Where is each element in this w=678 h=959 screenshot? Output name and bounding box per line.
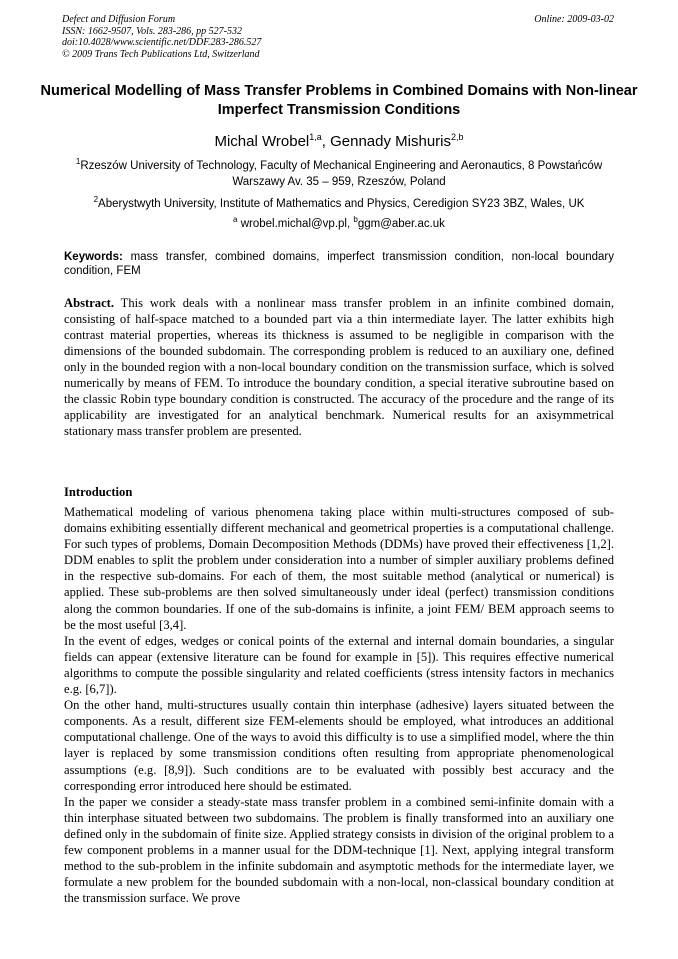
email-superscript: b: [353, 215, 358, 224]
author-separator: ,: [321, 133, 331, 150]
affiliation: [66, 154, 612, 190]
affiliation-text: Aberystwyth University, Institute of Mathematics and Physics, Ceredigion SY23 3BZ, Wales, UK: [98, 197, 585, 210]
paragraph: In the paper we consider a steady-state mass transfer problem in a combined semi-infinite domain with a thin interphase situated between two subdomains. The problem is finally transformed into an auxiliary one defined only in the subdomain of finite size. Applied strategy consists in division of the original problem to a few component problems in a manner usual for the DDM-technique [1]. Next, applying integral transform method to the sub-problem in the infinite subdomain and asymptotic methods for the intermediate layer, we formulate a new problem for the bounded subdomain with a non-local, non-classical boundary condition at the transmission surface. We prove: [64, 794, 614, 906]
keywords-label: Keywords:: [64, 251, 123, 263]
abstract-text: This work deals with a nonlinear mass transfer problem in an infinite combined domain, consisting of half-space matched to a bounded part via a thin intermediate layer. The latter exhibits high contrast material properties, whereas its thickness is assumed to be negligible in comparison with the dimensions of the bounded subdomain. The corresponding problem is reduced to an auxiliary one, defined only in the bounded region with a non-local boundary condition on the transmission surface, which is solved numerically by means of FEM. To introduce the boundary condition, a special iterative subroutine based on the classic Robin type boundary condition is constructed. The accuracy of the procedure and the range of its applicability are investigated for an analytical benchmark. Numerical results for an axisymmetrical stationary mass transfer problem are presented.: [64, 296, 614, 438]
journal-copyright: © 2009 Trans Tech Publications Ltd, Switzerland: [62, 48, 260, 60]
author-superscript: 1,a: [309, 132, 322, 142]
email-line: [66, 212, 612, 232]
introduction-body: [64, 504, 614, 906]
affiliation-superscript: 2: [93, 195, 99, 204]
section-heading: Introduction: [64, 485, 133, 499]
journal-name: Defect and Diffusion Forum: [62, 14, 176, 25]
email-address: wrobel.michal@vp.pl,: [240, 217, 354, 230]
author-name: Gennady Mishuris: [330, 133, 451, 150]
affiliation: [66, 192, 612, 212]
paragraph: Mathematical modeling of various phenomena taking place within multi-structures composed of sub-domains exhibiting essentially different mechanical and geometrical properties is a computational challenge. For such types of problems, Domain Decomposition Methods (DDMs) have proved their effectiveness [1,2]. DDM enables to split the problem under consideration into a number of simpler auxiliary problems defined in the respective sub-domains. For each of them, the most suitable method (analytical or numerical) is applied. These sub-problems are then solved simultaneously under ideal (perfect) transmission conditions along the common boundaries. If one of the sub-domains is infinite, a joint FEM/ BEM approach seems to be the most useful [3,4].: [64, 505, 614, 632]
author-superscript: 2,b: [451, 132, 464, 142]
email-superscript: a: [233, 215, 238, 224]
keywords: [64, 250, 614, 278]
abstract-label: Abstract.: [64, 296, 115, 310]
paragraph: On the other hand, multi-structures usually contain thin interphase (adhesive) layers situated between the components. As a result, different size FEM-elements should be employed, what introduces an additional computational challenge. One of the ways to avoid this difficulty is to use a simplified model, where the thin layer is replaced by some transmission conditions often resulting from appropriate phenomenological assumptions (e.g. [8,9]). Such conditions are to be evaluated with possibly best accuracy and the corresponding error introduced here should be estimated.: [64, 698, 614, 793]
paragraph: In the event of edges, wedges or conical points of the external and internal domain boundaries, a singular fields can appear (extensive literature can be found for example in [5]). This requires effective numerical algorithms to compute the possible singularity and related coefficients (stress intensity factors in mechanics e.g. [6,7]).: [64, 633, 614, 697]
abstract: [64, 295, 614, 439]
online-date: Online: 2009-03-02: [534, 14, 614, 25]
journal-doi: doi:10.4028/www.scientific.net/DDF.283-286.527: [62, 37, 262, 48]
affiliation-text: Rzeszów University of Technology, Faculty of Mechanical Engineering and Aeronautics, 8 Powstańców Warszawy Av. 35 – 959, Rzeszów, Poland: [80, 159, 603, 188]
email-address: ggm@aber.ac.uk: [357, 217, 445, 230]
author-list: [40, 128, 638, 151]
affiliation-superscript: 1: [75, 157, 81, 166]
paper-title: Numerical Modelling of Mass Transfer Problems in Combined Domains with Non-linear Imperfect Transmission Conditions: [40, 83, 638, 118]
journal-issn: ISSN: 1662-9507, Vols. 283-286, pp 527-532: [62, 25, 242, 37]
keywords-text: mass transfer, combined domains, imperfect transmission condition, non-local boundary condition, FEM: [64, 251, 614, 277]
author-name: Michal Wrobel: [214, 133, 310, 150]
journal-header: [62, 14, 261, 60]
